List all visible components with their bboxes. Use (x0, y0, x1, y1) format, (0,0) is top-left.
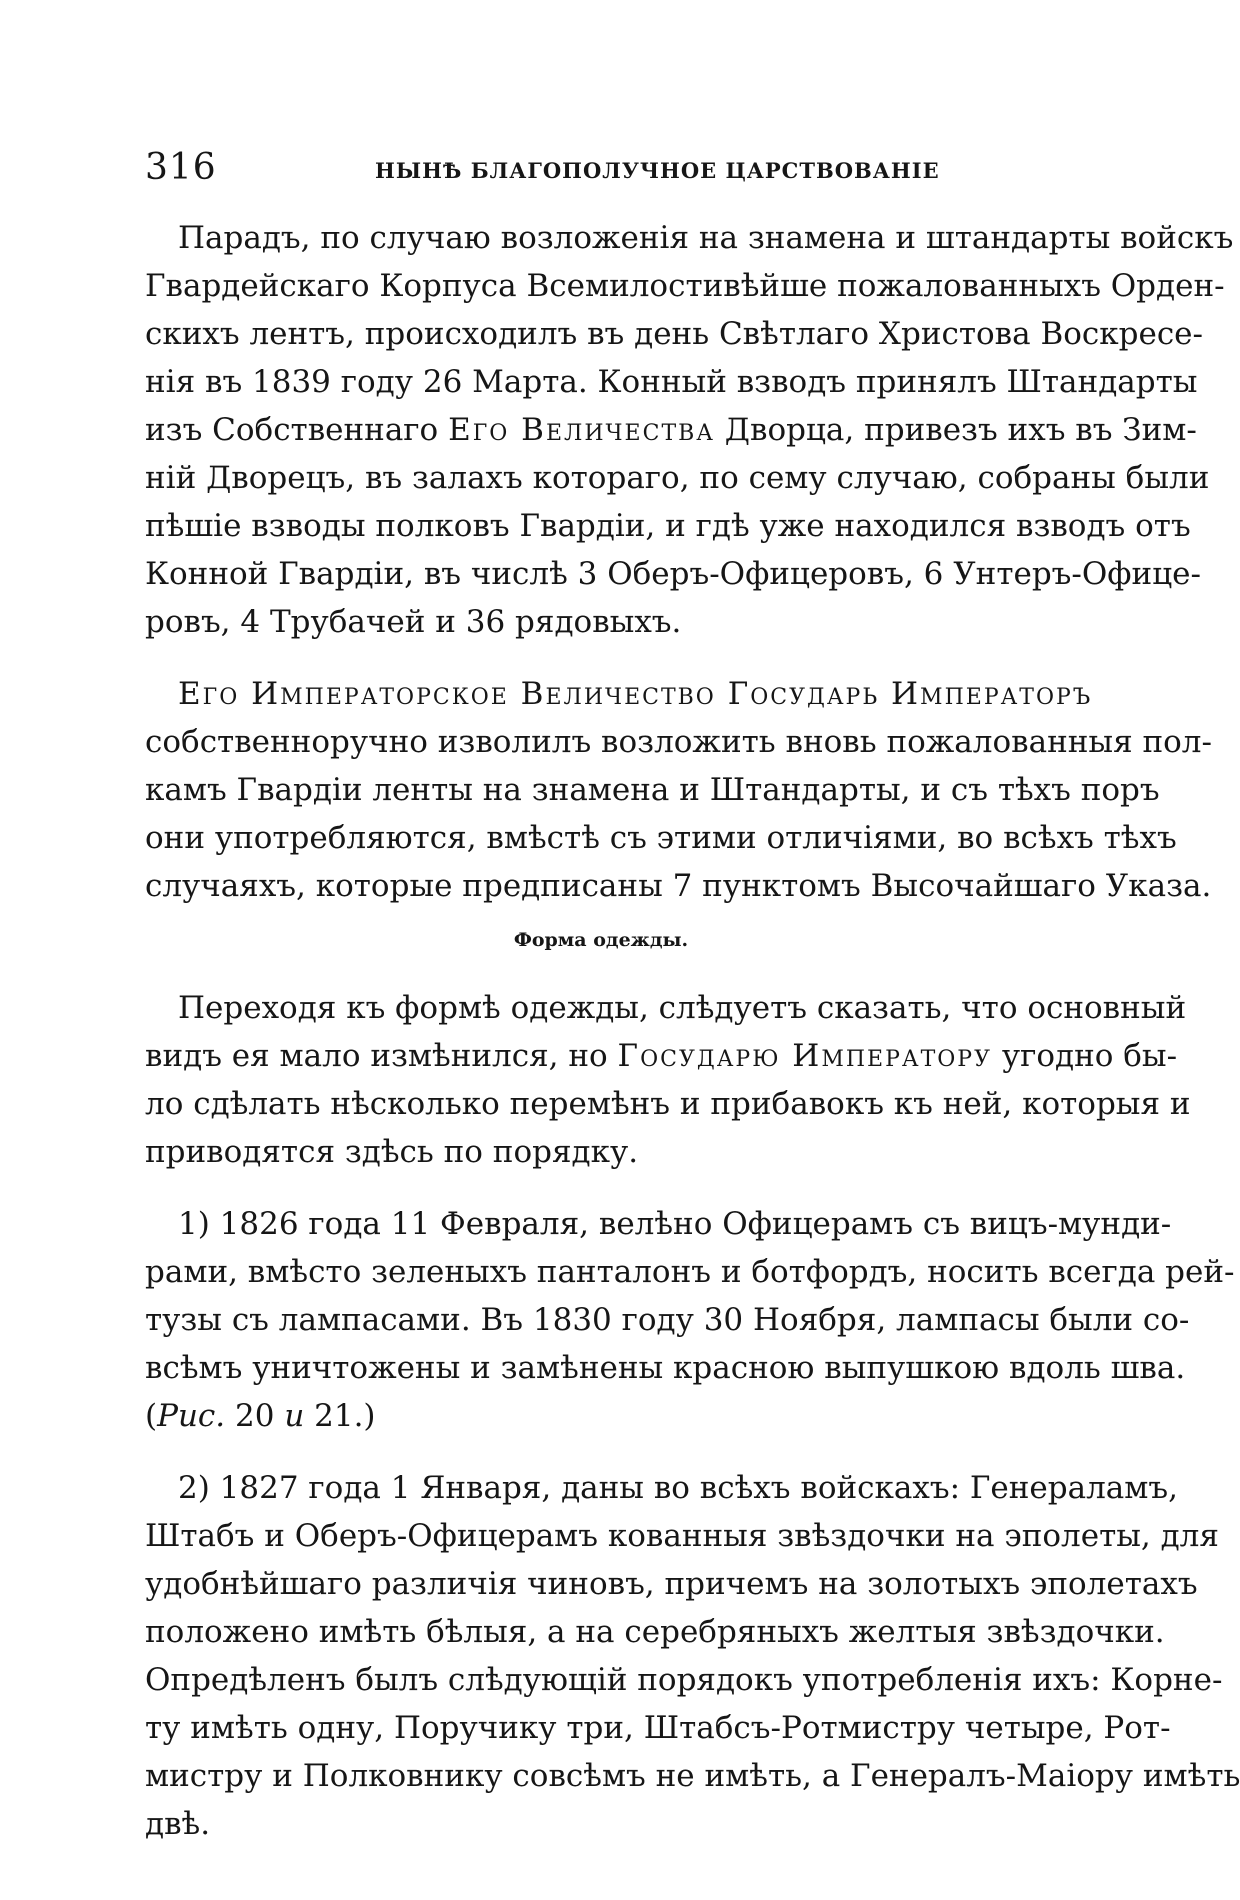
text-run: 21.) (304, 1398, 376, 1434)
text-line: ту имѣть одну, Поручику три, Штабсъ-Ротмистру четыре, Рот- (145, 1710, 1171, 1746)
text-line: нія въ 1839 году 26 Марта. Конный взводъ принялъ Штандарты (145, 364, 1198, 400)
paragraph-item-1 (145, 1200, 1235, 1440)
paragraph-emperor (145, 670, 1212, 910)
text-line: Переходя къ формѣ одежды, слѣдуетъ сказать, что основный (178, 990, 1187, 1026)
text-run: изъ Собственнаго (145, 412, 449, 448)
italic-run: и (284, 1398, 305, 1434)
text-line: 1) 1826 года 11 Февраля, велѣно Офицерамъ съ вицъ-мунди- (178, 1206, 1172, 1242)
paragraph-gap (145, 646, 1057, 670)
text-run: Дворца, привезъ ихъ въ Зим- (714, 412, 1197, 448)
text-line: удобнѣйшаго различія чиновъ, причемъ на золотыхъ эполетахъ (145, 1566, 1198, 1602)
text-line: Опредѣленъ былъ слѣдующій порядокъ употребленія ихъ: Корне- (145, 1662, 1223, 1698)
text-line: скихъ лентъ, происходилъ въ день Свѣтлаго Христова Воскресе- (145, 316, 1203, 352)
text-line: пѣшіе взводы полковъ Гвардіи, и гдѣ уже находился взводъ отъ (145, 508, 1191, 544)
small-caps-title: Его Величества (448, 412, 715, 448)
running-head: НЫНѢ БЛАГОПОЛУЧНОЕ ЦАРСТВОВАНІЕ (375, 158, 940, 183)
section-heading: Форма одежды. (513, 929, 689, 951)
page-number: 316 (145, 147, 217, 188)
text-line: ровъ, 4 Трубачей и 36 рядовыхъ. (145, 604, 682, 640)
text-line: Штабъ и Оберъ-Офицерамъ кованныя звѣздочки на эполеты, для (145, 1518, 1219, 1554)
text-line: случаяхъ, которые предписаны 7 пунктомъ Высочайшаго Указа. (145, 868, 1212, 904)
paragraph-gap (145, 1440, 1057, 1464)
text-line: камъ Гвардіи ленты на знамена и Штандарты, и съ тѣхъ поръ (145, 772, 1160, 808)
body-text (145, 214, 1240, 1848)
text-line: 2) 1827 года 1 Января, даны во всѣхъ войскахъ: Генераламъ, (178, 1470, 1178, 1506)
text-line: ній Дворецъ, въ залахъ котораго, по сему случаю, собраны были (145, 460, 1210, 496)
text-line: рами, вмѣсто зеленыхъ панталонъ и ботфордъ, носить всегда рей- (145, 1254, 1235, 1290)
text-line: Его Императорское Величество Государь Императоръ (178, 676, 1093, 712)
text-line: собственноручно изволилъ возложить вновь пожалованныя пол- (145, 724, 1212, 760)
text-line: ло сдѣлать нѣсколько перемѣнъ и прибавокъ къ ней, которыя и (145, 1086, 1191, 1122)
paragraph-item-2 (145, 1464, 1240, 1848)
text-line: всѣмъ уничтожены и замѣнены красною выпушкою вдоль шва. (145, 1350, 1186, 1386)
text-line (145, 406, 1197, 454)
text-line: двѣ. (145, 1806, 211, 1842)
text-line: Конной Гвардіи, въ числѣ 3 Оберъ-Офицеровъ, 6 Унтеръ-Офице- (145, 556, 1201, 592)
paragraph-uniform (145, 984, 1191, 1176)
text-line: тузы съ лампасами. Въ 1830 году 30 Ноября, лампасы были со- (145, 1302, 1190, 1338)
text-line (145, 1032, 1178, 1080)
text-line: они употребляются, вмѣстѣ съ этими отличіями, во всѣхъ тѣхъ (145, 820, 1177, 856)
text-line: положено имѣть бѣлыя, а на серебряныхъ желтыя звѣздочки. (145, 1614, 1165, 1650)
text-line: мистру и Полковнику совсѣмъ не имѣть, а Генералъ-Маіору имѣть (145, 1758, 1240, 1794)
text-run: угодно бы- (991, 1038, 1178, 1074)
page-header (145, 148, 1057, 188)
paragraph-gap (145, 1176, 1057, 1200)
text-line: Гвардейскаго Корпуса Всемилостивѣйше пожалованныхъ Орден- (145, 268, 1225, 304)
text-line: приводятся здѣсь по порядку. (145, 1134, 639, 1170)
text-line (145, 1392, 1057, 1440)
text-run: 20 (225, 1398, 285, 1434)
text-line: Парадъ, по случаю возложенія на знамена и штандарты войскъ (178, 220, 1234, 256)
italic-run: Рис. (157, 1398, 226, 1434)
text-run: видъ ея мало измѣнился, но (145, 1038, 618, 1074)
paragraph-parade (145, 214, 1234, 646)
text-run: ( (145, 1398, 158, 1434)
small-caps-title: Государю Императору (617, 1038, 992, 1074)
